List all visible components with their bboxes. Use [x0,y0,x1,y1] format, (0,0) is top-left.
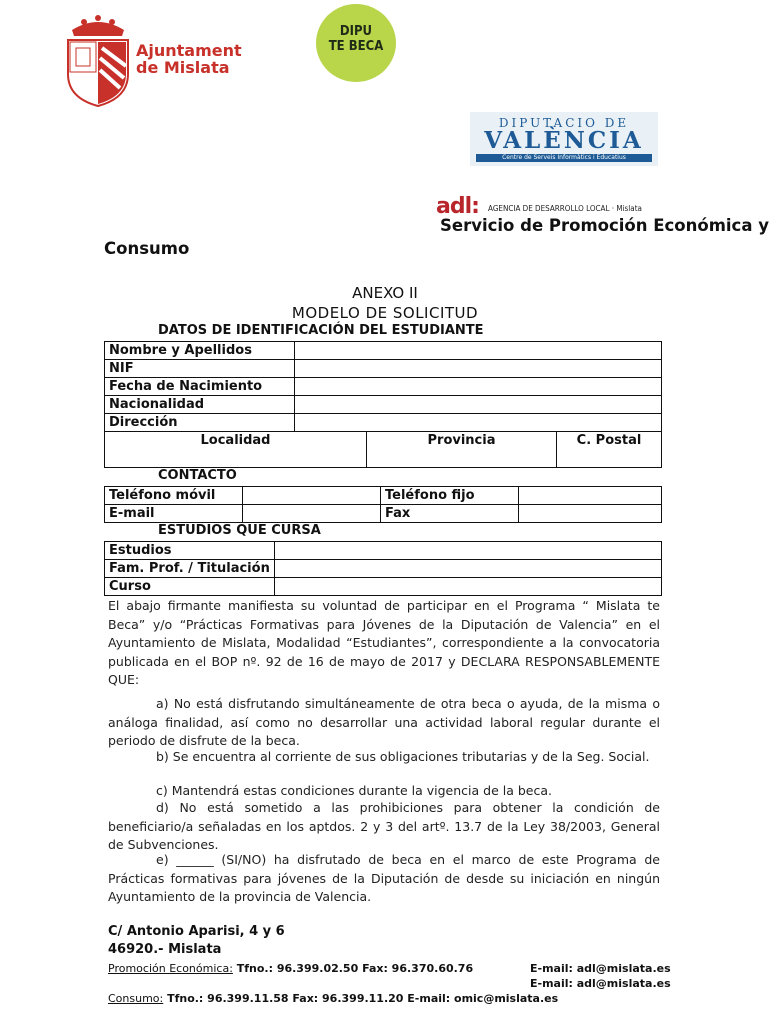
declaration-item-e: e) ______ (SI/NO) ha disfrutado de beca en el marco de este Programa de Prácticas formativas para jóvenes de la Diputación de desde su iniciación en ningún Ayuntamiento de la provincia de Valencia. [108,852,660,904]
address-input[interactable] [295,414,662,432]
diputacio-line1: DIPUTACIO DE [498,116,630,130]
email-input[interactable] [243,505,381,523]
postal-code-input[interactable] [557,432,662,468]
field-label: Fecha de Nacimiento [105,378,295,396]
birthdate-input[interactable] [295,378,662,396]
footer-address-line2: 46920.- Mislata [108,942,222,957]
declaration-item-c: c) Mantendrá estas condiciones durante la vigencia de la beca. [156,783,552,798]
footer-address-line1: C/ Antonio Aparisi, 4 y 6 [108,924,285,939]
field-label: Teléfono fijo [381,487,519,505]
mislata-logo-text [136,42,242,76]
diputacio-line3: Centre de Serveis Informàtics i Educatius [476,154,652,162]
table-row [105,414,662,432]
field-label: NIF [105,360,295,378]
identification-section-title: DATOS DE IDENTIFICACIÓN DEL ESTUDIANTE [158,323,484,338]
table-row [105,342,662,360]
field-label: E-mail [105,505,243,523]
mislata-logo-line2: de Mislata [136,58,230,77]
field-label: Dirección [105,414,295,432]
locality-label: Localidad [200,433,271,448]
contact-section-title: CONTACTO [158,468,237,483]
field-label: Curso [105,578,275,596]
mislata-coat-of-arms-icon [62,12,134,108]
table-row [105,360,662,378]
promotion-phones: Tfno.: 96.399.02.50 Fax: 96.370.60.76 [232,962,474,975]
diputacio-valencia-logo [470,112,658,166]
field-label: Fax [381,505,519,523]
dipu-te-beca-logo [316,4,396,82]
field-label: Teléfono móvil [105,487,243,505]
mislata-logo-line1: Ajuntament [136,41,242,60]
location-table [104,431,662,468]
field-label: Nacionalidad [105,396,295,414]
adl-mark: adl: [436,194,479,219]
mobile-phone-input[interactable] [243,487,381,505]
landline-phone-input[interactable] [519,487,662,505]
table-row [105,505,662,523]
postal-code-label: C. Postal [576,433,642,448]
nationality-input[interactable] [295,396,662,414]
adl-subtitle: AGENCIA DE DESARROLLO LOCAL · Mislata [488,204,642,213]
declaration-item-b: b) Se encuentra al corriente de sus obligaciones tributarias y de la Seg. Social. [156,749,650,764]
nif-input[interactable] [295,360,662,378]
service-title-line2: Consumo [104,239,190,258]
course-input[interactable] [275,578,662,596]
field-label: Fam. Prof. / Titulación [105,560,275,578]
form-title: MODELO DE SOLICITUD [291,304,479,322]
table-row [105,578,662,596]
table-row [105,396,662,414]
service-title-line1: Servicio de Promoción Económica y [440,216,769,235]
footer-consumo-contact [108,992,558,1005]
studies-section-title: ESTUDIOS QUE CURSA [158,523,321,538]
table-row [105,432,662,468]
dipu-beca-line2: TE BECA [328,39,384,54]
field-label: Nombre y Apellidos [105,342,295,360]
promotion-label: Promoción Económica: [108,962,233,975]
consumo-text: Tfno.: 96.399.11.58 Fax: 96.399.11.20 E-mail: omic@mislata.es [163,992,559,1005]
diputacio-line2: VALÈNCIA [484,127,644,154]
consumo-label: Consumo: [108,992,164,1005]
locality-input[interactable] [105,432,367,468]
table-row [105,378,662,396]
degree-input[interactable] [275,560,662,578]
declaration-paragraph: El abajo firmante manifiesta su voluntad de participar en el Programa “ Mislata te Beca” y/o “Prácticas Formativas para Jóvenes de la Diputación de Valencia” en el Ayuntamiento de Mislata, Modalidad “Estudiantes”, correspondiente a la convocatoria publicada en el BOP nº. 92 de 16 de mayo de 2017 y DECLARA RESPONSABLEMENTE QUE: [108,598,660,687]
studies-input[interactable] [275,542,662,560]
name-input[interactable] [295,342,662,360]
table-row [105,542,662,560]
dipu-beca-line1: DIPU [339,24,373,39]
footer-promotion-contact [108,962,473,975]
field-label: Estudios [105,542,275,560]
contact-table [104,486,662,523]
table-row [105,487,662,505]
province-input[interactable] [367,432,557,468]
declaration-item-a: a) No está disfrutando simultáneamente de otra beca o ayuda, de la misma o análoga finalidad, así como no desarrollar una actividad laboral regular durante el periodo de disfrute de la beca. [108,696,660,748]
identification-table [104,341,662,432]
annex-title: ANEXO II [352,284,418,302]
province-label: Provincia [427,433,496,448]
studies-table [104,541,662,596]
fax-input[interactable] [519,505,662,523]
declaration-item-d: d) No está sometido a las prohibiciones para obtener la condición de beneficiario/a señaladas en los aptdos. 2 y 3 del artº. 13.7 de la Ley 38/2003, General de Subvenciones. [108,800,660,852]
table-row [105,560,662,578]
promotion-email: E-mail: adl@mislata.es [530,962,671,975]
promotion-email-repeat: E-mail: adl@mislata.es [530,977,671,990]
